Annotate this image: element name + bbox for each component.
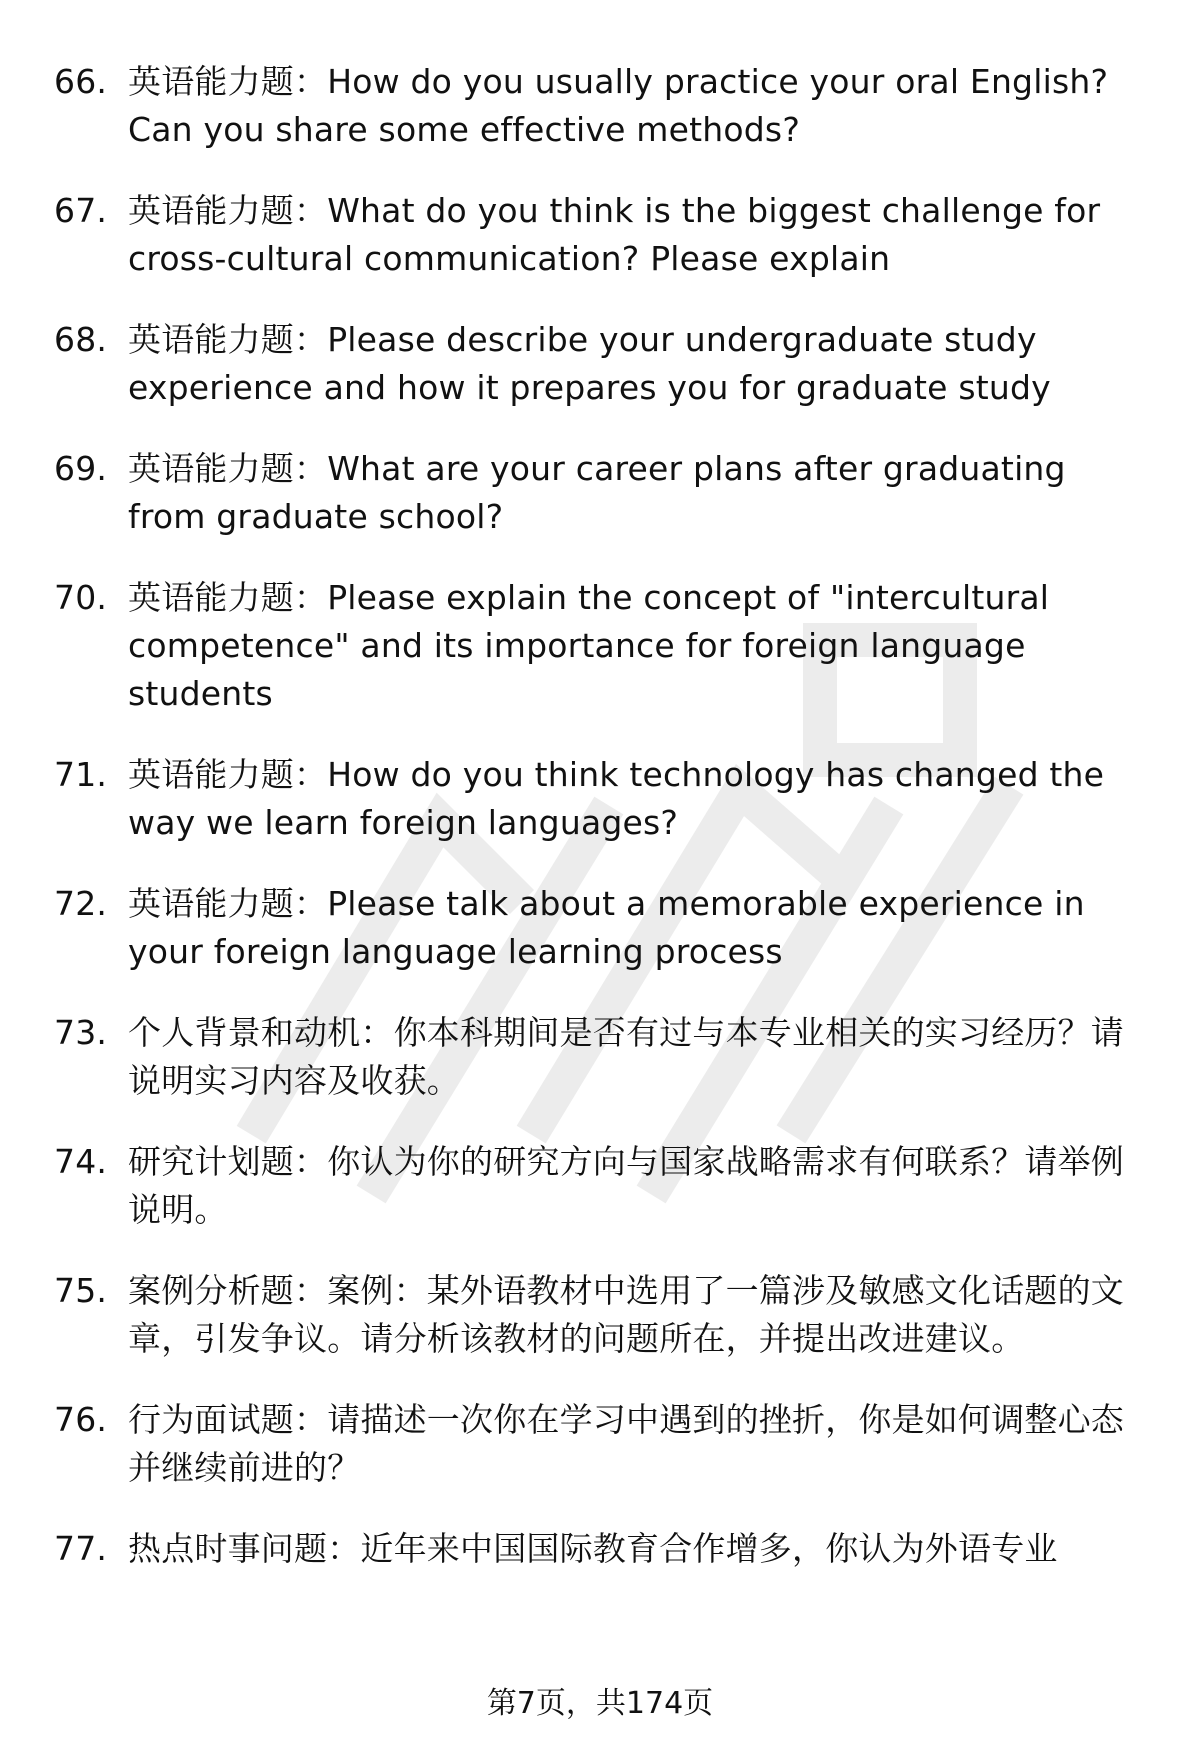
- question-text: 英语能力题：Please describe your undergraduate study experience and how it prepares you for graduate study: [128, 320, 1051, 407]
- question-text: 英语能力题：Please explain the concept of "intercultural competence" and its importance for foreign language students: [128, 578, 1050, 713]
- question-text: 行为面试题：请描述一次你在学习中遇到的挫折，你是如何调整心态并继续前进的？: [128, 1400, 1124, 1487]
- question-number: 70.: [54, 578, 108, 617]
- list-item: [0, 1525, 1200, 1573]
- question-number: 69.: [54, 449, 108, 488]
- list-item: [0, 1267, 1200, 1363]
- question-number: 66.: [54, 62, 108, 101]
- question-text: 英语能力题：Please talk about a memorable experience in your foreign language learning process: [128, 884, 1085, 971]
- question-number: 76.: [54, 1400, 108, 1439]
- list-item: [0, 1396, 1200, 1492]
- question-text: 英语能力题：How do you think technology has changed the way we learn foreign languages?: [128, 755, 1105, 842]
- question-text: 研究计划题：你认为你的研究方向与国家战略需求有何联系？请举例说明。: [128, 1142, 1124, 1229]
- question-number: 75.: [54, 1271, 108, 1310]
- question-text: 英语能力题：How do you usually practice your oral English? Can you share some effective methods?: [128, 62, 1109, 149]
- list-item: [0, 880, 1200, 976]
- question-number: 73.: [54, 1013, 108, 1052]
- question-list: [0, 58, 1200, 1606]
- question-number: 77.: [54, 1529, 108, 1568]
- page-number-footer: 第7页，共174页: [486, 1686, 714, 1721]
- list-item: [0, 1009, 1200, 1105]
- list-item: [0, 187, 1200, 283]
- question-number: 72.: [54, 884, 108, 923]
- question-number: 74.: [54, 1142, 108, 1181]
- list-item: [0, 1138, 1200, 1234]
- list-item: [0, 445, 1200, 541]
- list-item: [0, 574, 1200, 718]
- list-item: [0, 751, 1200, 847]
- question-text: 英语能力题：What do you think is the biggest challenge for cross-cultural communication? Please explain: [128, 191, 1101, 278]
- list-item: [0, 316, 1200, 412]
- question-number: 67.: [54, 191, 108, 230]
- question-text: 个人背景和动机：你本科期间是否有过与本专业相关的实习经历？请说明实习内容及收获。: [128, 1013, 1124, 1100]
- question-text: 案例分析题：案例：某外语教材中选用了一篇涉及敏感文化话题的文章，引发争议。请分析该教材的问题所在，并提出改进建议。: [128, 1271, 1124, 1358]
- question-text: 热点时事问题：近年来中国国际教育合作增多，你认为外语专业: [128, 1529, 1058, 1568]
- question-text: 英语能力题：What are your career plans after graduating from graduate school?: [128, 449, 1066, 536]
- list-item: [0, 58, 1200, 154]
- question-number: 68.: [54, 320, 108, 359]
- question-number: 71.: [54, 755, 108, 794]
